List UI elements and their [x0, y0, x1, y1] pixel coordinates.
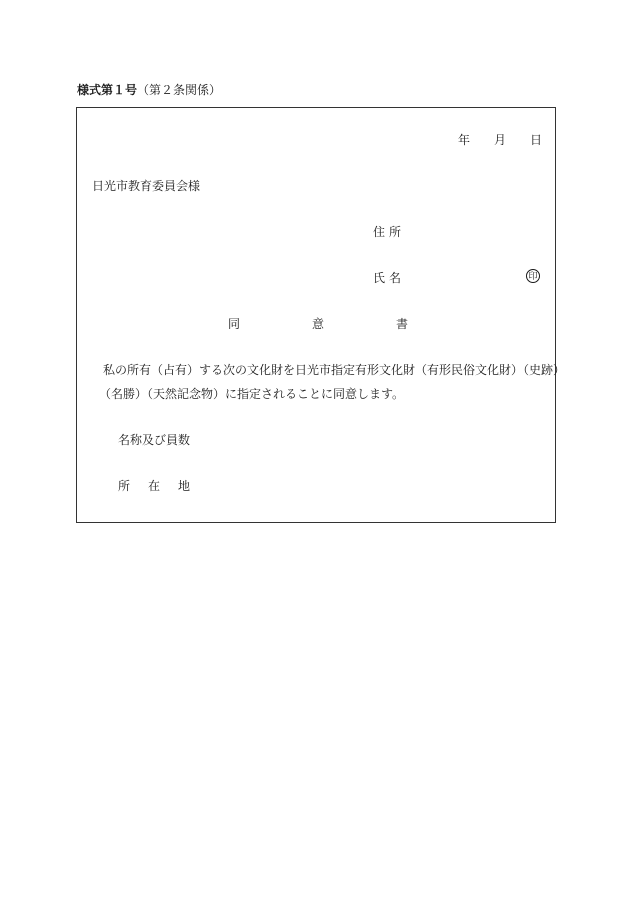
date-month-label: 月 [494, 133, 507, 147]
form-number-label: 様式第１号 [77, 83, 138, 97]
consent-statement-line-1: 私の所有（占有）する次の文化財を日光市指定有形文化財（有形民俗文化財）（史跡） [103, 363, 566, 377]
item-location-label [118, 478, 208, 494]
date-day-label: 日 [530, 133, 543, 147]
form-number-relation: （第２条関係） [137, 83, 222, 97]
document-title-char-2: 意 [312, 317, 325, 331]
name-label: 氏名 [373, 271, 406, 285]
location-char-1: 所 [118, 479, 131, 493]
location-char-2: 在 [148, 479, 161, 493]
address-label: 住所 [373, 225, 406, 239]
addressee: 日光市教育委員会様 [92, 179, 201, 193]
consent-form-frame [76, 107, 566, 523]
item-name-and-count-label: 名称及び員数 [118, 433, 191, 447]
consent-statement-line-2: （名勝）（天然記念物）に指定されることに同意します。 [99, 387, 405, 401]
document-title-char-1: 同 [228, 317, 241, 331]
form-number-heading [77, 82, 221, 98]
seal-mark: 印 [526, 269, 540, 283]
date-year-label: 年 [458, 133, 471, 147]
document-title-char-3: 書 [396, 317, 409, 331]
location-char-3: 地 [178, 479, 191, 493]
